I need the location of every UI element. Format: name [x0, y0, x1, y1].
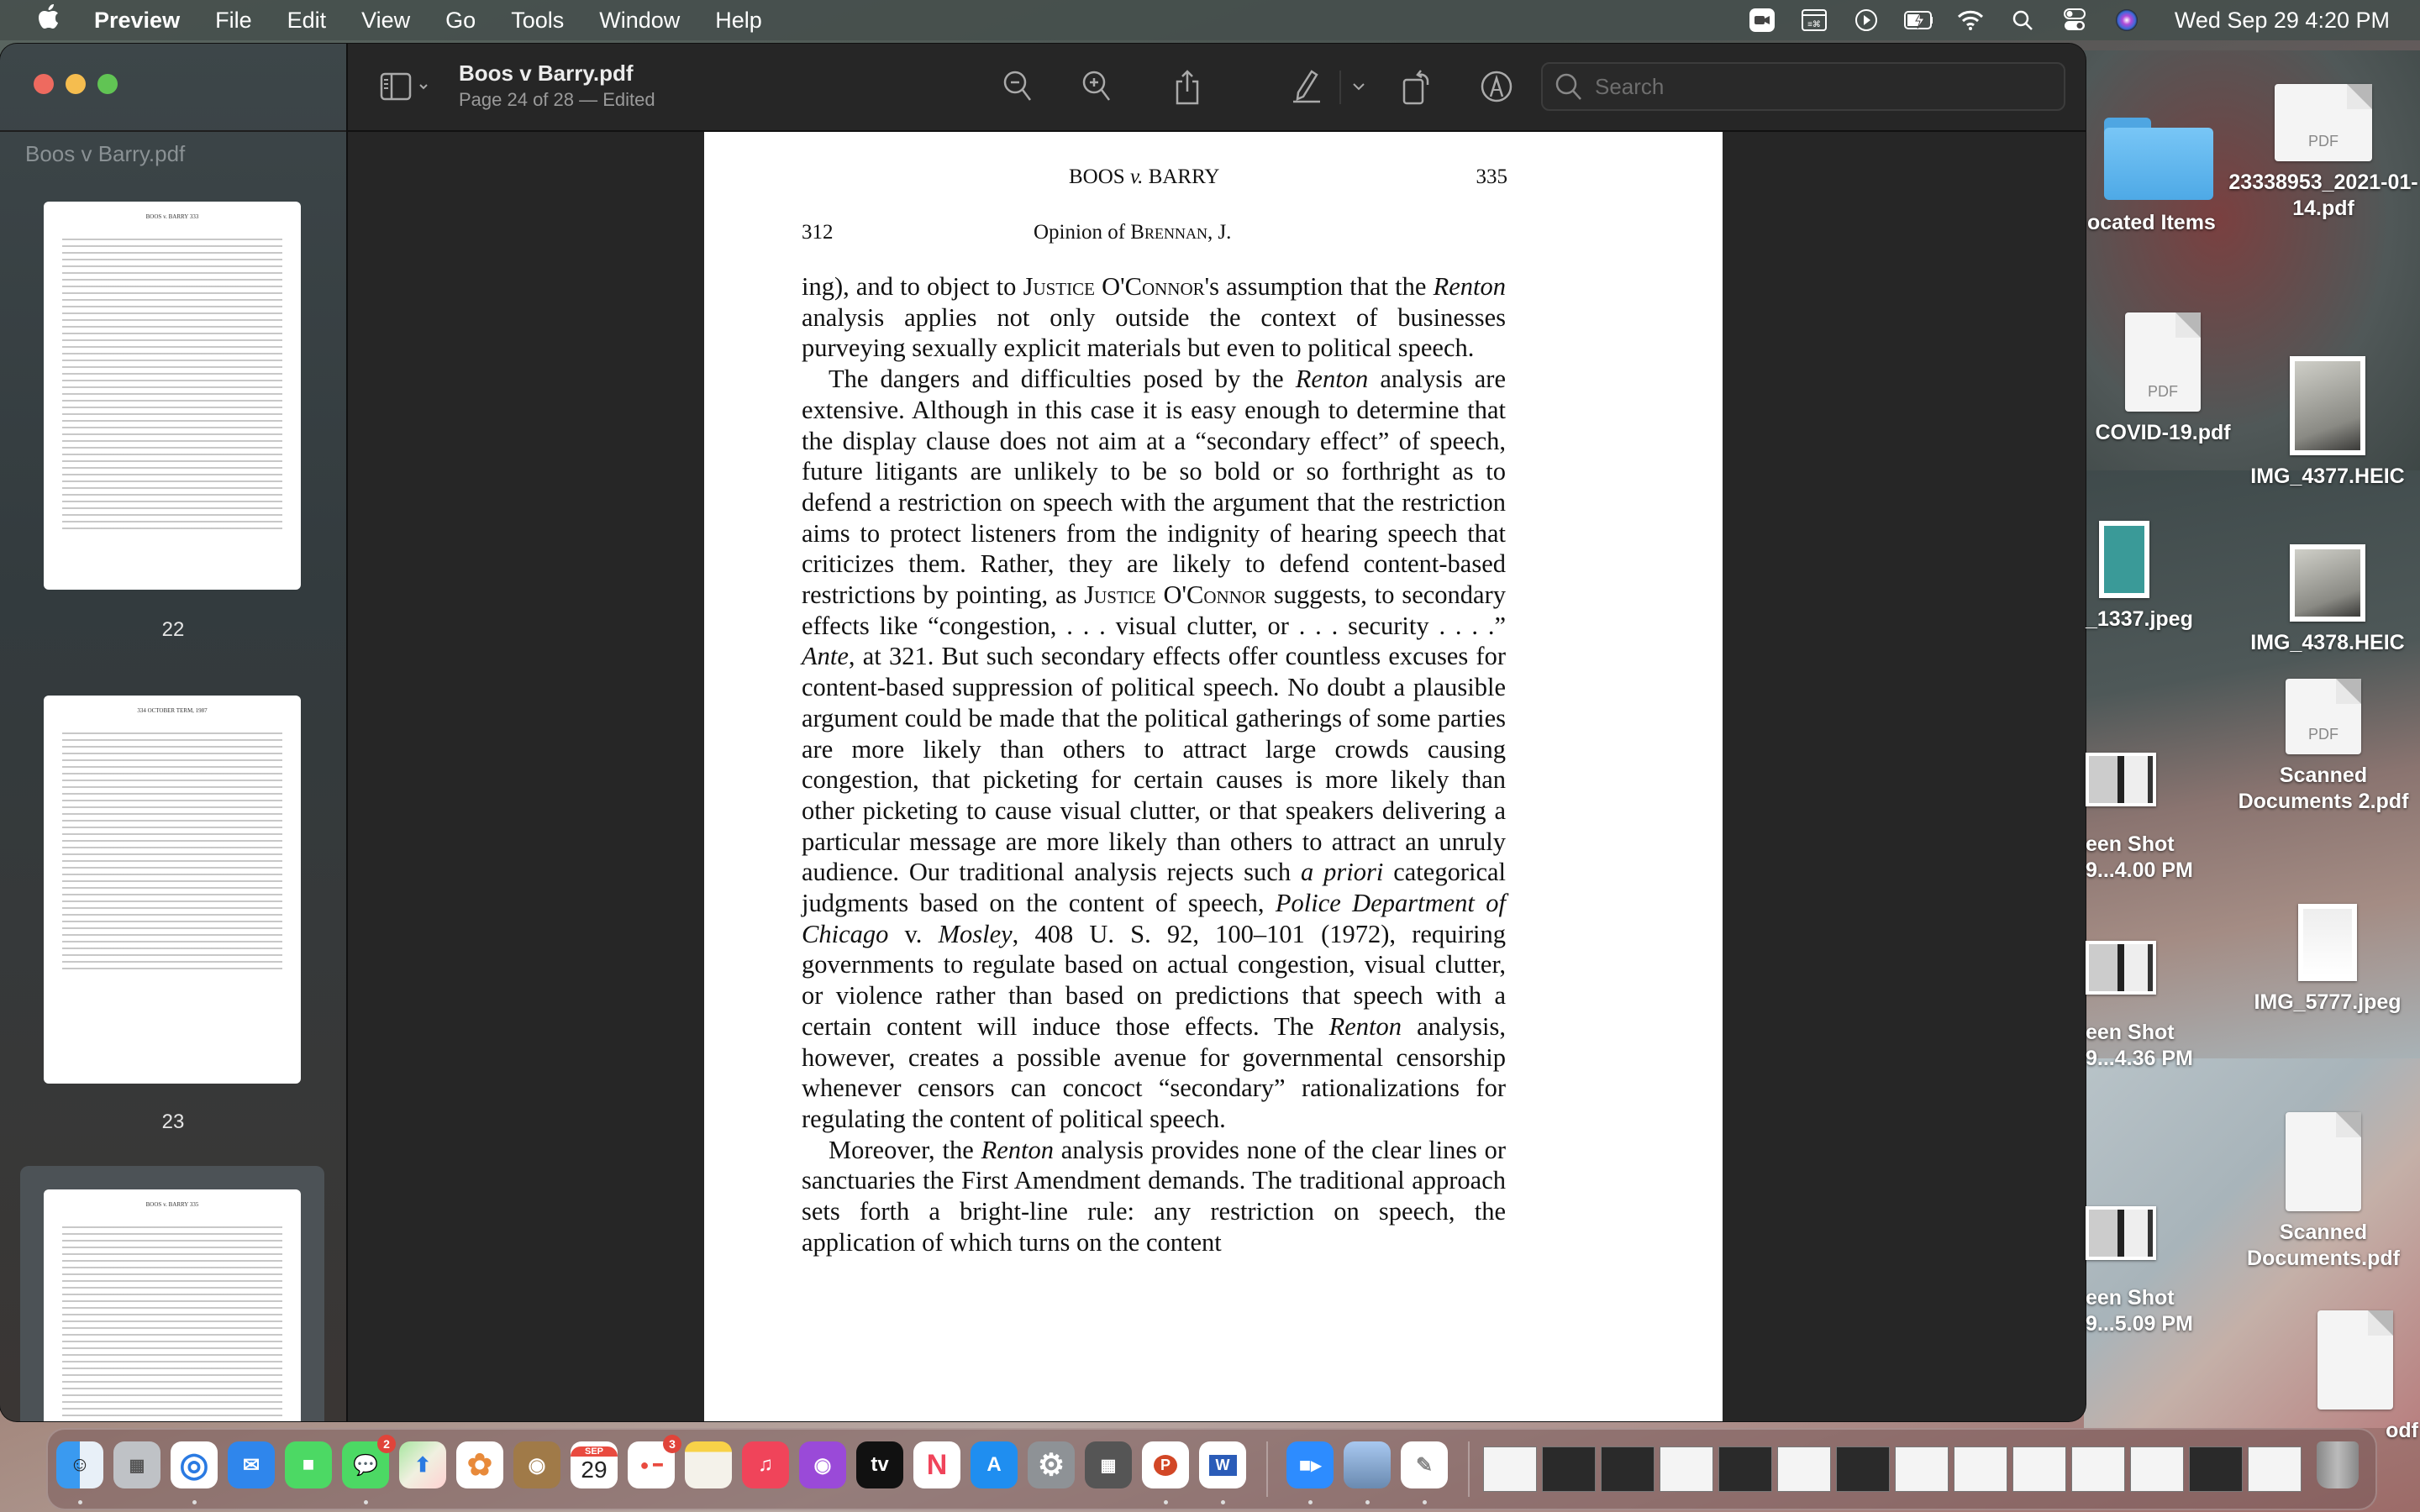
dock-launchpad[interactable] — [113, 1441, 160, 1488]
launchpad-icon: ▦ — [129, 1456, 145, 1475]
maps-icon: ⬆ — [413, 1453, 432, 1477]
dock-minimized-window[interactable] — [1483, 1446, 1537, 1492]
dock-minimized-window[interactable] — [2012, 1446, 2066, 1492]
share-button[interactable] — [1168, 67, 1207, 106]
menu-tools[interactable]: Tools — [511, 7, 565, 33]
page-number: 335 — [1476, 165, 1507, 188]
desktop-icon-img-4378[interactable] — [2235, 544, 2420, 656]
divider — [0, 130, 346, 132]
menu-edit[interactable]: Edit — [287, 7, 327, 33]
dock-minimized-window[interactable] — [2248, 1446, 2302, 1492]
safari-compass-icon: ◎ — [179, 1446, 209, 1483]
zoom-in-button[interactable] — [1077, 67, 1116, 106]
desktop-icon-img-1337[interactable] — [2086, 521, 2220, 633]
dock-minimized-window[interactable] — [1954, 1446, 2007, 1492]
desktop-icon-scanned-documents-2[interactable] — [2227, 679, 2420, 815]
dock-finder[interactable] — [56, 1441, 103, 1488]
desktop-icon-pdf-partial[interactable] — [2292, 1310, 2418, 1444]
sidebar-toggle-button[interactable] — [378, 67, 437, 106]
page-thumbnail-24[interactable] — [44, 1189, 301, 1421]
notification-badge: 2 — [377, 1435, 396, 1453]
paragraph-1: ing), and to object to Justice O'Connor's assumption that the Renton analysis applies not only outside the context of businesses purveying sexually explicit materials but even to political speech. — [802, 272, 1507, 363]
desktop-icon-screenshot-509[interactable] — [2086, 1206, 2220, 1337]
pdf-file-icon: PDF — [2125, 312, 2201, 412]
desktop-icon-label: ocated Items — [2087, 211, 2216, 234]
menu-go[interactable]: Go — [445, 7, 476, 33]
desktop-icon-screenshot-400[interactable] — [2086, 753, 2220, 884]
page-label-23: 23 — [161, 1110, 185, 1133]
page-label-22: 22 — [161, 618, 185, 641]
annotate-button[interactable] — [1477, 67, 1516, 106]
search-icon — [1555, 72, 1583, 101]
battery-charging-icon[interactable] — [1904, 8, 1933, 33]
markup-pen-icon — [1290, 68, 1323, 105]
menu-preview[interactable]: Preview — [94, 7, 181, 33]
page-thumbnail-22[interactable] — [44, 202, 301, 590]
sidebar-document-title: Boos v Barry.pdf — [25, 141, 186, 166]
toolbar — [348, 44, 2086, 132]
thumbnail-text — [62, 1226, 282, 1421]
desktop-icon-23338953-pdf[interactable] — [2227, 84, 2420, 222]
document-view[interactable] — [348, 132, 2086, 1421]
contacts-icon: ◉ — [528, 1453, 546, 1477]
opinion-label: Opinion of Brennan, J. — [1034, 221, 1232, 244]
dock-separator — [1266, 1441, 1268, 1497]
apple-tv-icon: tv — [871, 1453, 889, 1476]
paragraph-2: The dangers and difficulties posed by the Renton analysis are extensive. Although in this case it is easy enough to determine that the display clause does not aim at a “secondary effect” of speech, future litigants are unlikely to be so bold or so forthright as to defend a restriction on speech with the argument that the restriction aims to protect listeners from the indignity of hearing speech that criticizes them. Rather, they are likely to defend content-based restrictions by pointing, as Justice O'Connor suggests, to secondary effects like “congestion, . . . visual clutter, or . . . security . . . .” Ante, at 321. But such secondary effects offer countless excuses for content-based suppression of political speech. No doubt a plausible argument could be made that the political gatherings of some parties are more likely than others to attract large crowds causing congestion, that picketing for certain causes is more likely than other picketing to cause visual clutter, or that speakers delivering a particular message are more likely than others to attract an unruly audience. Our traditional analysis rejects such a priori categorical judgments based on the content of speech, Police Department of Chicago v. Mosley, 408 U. S. 92, 100–101 (1972), requiring governments to regulate based on actual congestion, visual clutter, or violence rather than based on predictions that speech with a certain content will induce those effects. The Renton analysis, however, creates a possible avenue for governmental censorship whenever censors can concoct “secondary” rationalizations for regulating the content of political speech. — [802, 365, 1506, 1133]
desktop-icon-label: Scanned Documents 2.pdf — [2238, 764, 2409, 813]
paragraph-3: Moreover, the Renton analysis provides none of the clear lines or sanctuaries the First Amendment demands. The traditional approach sets forth a bright-line rule: any restriction on speech, the application of which turns on the content — [802, 1135, 1506, 1257]
dock-system-preferences[interactable] — [1028, 1441, 1075, 1488]
zoom-out-icon — [1002, 70, 1033, 103]
page-body — [802, 271, 1506, 1258]
dock-facetime[interactable] — [285, 1441, 332, 1488]
zoom-meeting-icon[interactable] — [1748, 8, 1776, 33]
podcasts-icon: ◉ — [813, 1453, 832, 1477]
menu-bar — [0, 0, 2420, 40]
dock-safari[interactable] — [171, 1441, 218, 1488]
pdf-file-icon — [2317, 1310, 2393, 1410]
dock-minimized-window[interactable] — [2189, 1446, 2243, 1492]
app-store-icon: A — [986, 1453, 1002, 1476]
dock-calculator[interactable] — [1085, 1441, 1132, 1488]
siri-icon[interactable] — [2112, 8, 2141, 33]
reminders-list-icon: ● ━ — [639, 1456, 663, 1473]
calendar-day: 29 — [581, 1457, 608, 1483]
rotate-button[interactable] — [1398, 67, 1437, 106]
folder-icon — [2104, 118, 2213, 202]
search-input[interactable] — [1593, 71, 2050, 102]
powerpoint-icon: P — [1154, 1455, 1177, 1476]
pdf-file-icon — [2286, 1112, 2361, 1211]
page-thumbnail-23[interactable] — [44, 696, 301, 1084]
desktop-icon-label: IMG_5777.jpeg — [2254, 990, 2402, 1014]
news-icon: N — [926, 1448, 948, 1481]
mail-envelope-icon: ✉ — [242, 1453, 260, 1477]
desktop-icon-img-5777[interactable] — [2235, 904, 2420, 1016]
dock-minimized-window[interactable] — [1895, 1446, 1949, 1492]
dock-notes[interactable] — [685, 1441, 732, 1488]
dock-minimized-window[interactable] — [2071, 1446, 2125, 1492]
thumbnail-header: BOOS v. BARRY 335 — [145, 1201, 199, 1208]
dock — [46, 1428, 2377, 1510]
image-thumbnail-icon — [2290, 356, 2365, 455]
rotate-icon — [1401, 68, 1434, 105]
dock-reminders[interactable] — [628, 1437, 676, 1488]
dock-minimized-window[interactable] — [1718, 1446, 1772, 1492]
svg-text:≡⌘: ≡⌘ — [1807, 20, 1821, 29]
image-thumbnail-icon — [2290, 544, 2365, 622]
desktop-icon-img-4377[interactable] — [2235, 356, 2420, 490]
pdf-page — [704, 132, 1723, 1421]
dock-mail[interactable] — [228, 1441, 275, 1488]
desktop-icon-label: IMG_4378.HEIC — [2250, 631, 2405, 654]
desktop-icon-label: 23338953_2021-01-14.pdf — [2228, 171, 2418, 220]
case-reference: 312 — [802, 221, 834, 244]
pdf-file-icon: PDF — [2286, 679, 2361, 754]
toolbar-divider — [1339, 71, 1341, 104]
zoom-button[interactable] — [97, 74, 118, 94]
dock-minimized-window[interactable] — [1601, 1446, 1655, 1492]
word-icon: W — [1209, 1455, 1237, 1476]
thumbnail-sidebar — [0, 44, 348, 1421]
menu-file[interactable]: File — [215, 7, 252, 33]
chevron-down-icon — [1352, 81, 1365, 92]
gear-icon: ⚙ — [1037, 1447, 1065, 1482]
desktop-icon-label: _1337.jpeg — [2086, 607, 2193, 631]
dock-preview[interactable] — [1344, 1441, 1391, 1488]
menu-help[interactable]: Help — [715, 7, 762, 33]
dock-minimized-window[interactable] — [1660, 1446, 1713, 1492]
dock-messages[interactable] — [342, 1437, 390, 1488]
menu-view[interactable]: View — [361, 7, 411, 33]
screenshot-thumbnail-icon — [2086, 941, 2156, 995]
desktop-icon-label: een Shot 9...5.09 PM — [2086, 1286, 2193, 1336]
dock-tv[interactable] — [856, 1441, 903, 1488]
share-icon — [1174, 68, 1201, 105]
screenshot-thumbnail-icon — [2086, 753, 2156, 806]
calendar-month: SEP — [571, 1446, 618, 1457]
facetime-camera-icon: ■ — [302, 1453, 315, 1476]
desktop-icon-label: een Shot 9...4.36 PM — [2086, 1021, 2193, 1070]
desktop-icon-label: Scanned Documents.pdf — [2247, 1221, 2400, 1270]
photos-flower-icon: ✿ — [466, 1447, 493, 1482]
dock-podcasts[interactable] — [799, 1441, 846, 1488]
thumbnail-header: 334 OCTOBER TERM, 1987 — [137, 707, 208, 714]
dock-minimized-window[interactable] — [1542, 1446, 1596, 1492]
music-note-icon: ♫ — [758, 1453, 773, 1476]
dock-trash[interactable] — [2317, 1441, 2359, 1488]
textedit-icon: ✎ — [1415, 1453, 1434, 1477]
dock-zoom[interactable] — [1286, 1441, 1334, 1488]
running-head-title: BOOS v. BARRY — [1069, 165, 1220, 188]
annotate-icon — [1480, 70, 1513, 103]
dock-photos[interactable] — [456, 1441, 503, 1488]
window-controls — [34, 74, 118, 94]
thumbnail-text — [62, 732, 282, 974]
thumbnail-header: BOOS v. BARRY 333 — [145, 213, 199, 220]
dock-word[interactable] — [1199, 1441, 1246, 1488]
dock-minimized-window[interactable] — [1836, 1446, 1890, 1492]
dock-textedit[interactable] — [1401, 1441, 1448, 1488]
dock-music[interactable] — [742, 1441, 789, 1488]
pdf-file-icon: PDF — [2275, 84, 2372, 161]
dock-news[interactable] — [913, 1441, 960, 1488]
zoom-video-icon: ■▸ — [1298, 1453, 1322, 1477]
wifi-icon[interactable] — [1956, 8, 1985, 33]
document-title: Boos v Barry.pdf — [459, 60, 634, 86]
desktop-icon-label: odf — [2386, 1419, 2418, 1442]
play-icon[interactable] — [1852, 8, 1881, 33]
desktop-icon-scanned-documents[interactable] — [2227, 1112, 2420, 1272]
desktop-icon-relocated-items[interactable] — [2087, 118, 2230, 236]
dock-powerpoint[interactable] — [1142, 1441, 1189, 1488]
apple-menu-icon[interactable] — [32, 4, 66, 36]
dock-calendar[interactable] — [571, 1441, 618, 1488]
dock-minimized-window[interactable] — [2130, 1446, 2184, 1492]
preview-window — [0, 44, 2086, 1421]
desktop-icon-screenshot-436[interactable] — [2086, 941, 2220, 1072]
zoom-in-icon — [1081, 70, 1112, 103]
dock-separator — [1468, 1441, 1470, 1497]
spotlight-search-icon[interactable] — [2008, 8, 2037, 33]
keyboard-viewer-icon[interactable] — [1800, 8, 1828, 33]
calculator-icon: ▦ — [1100, 1456, 1117, 1475]
desktop-icon-covid-pdf[interactable] — [2087, 312, 2238, 446]
menu-window[interactable]: Window — [599, 7, 681, 33]
finder-icon: ☺ — [69, 1453, 91, 1476]
dock-minimized-window[interactable] — [1777, 1446, 1831, 1492]
menu-bar-clock[interactable]: Wed Sep 29 4:20 PM — [2174, 7, 2390, 33]
close-button[interactable] — [34, 74, 54, 94]
desktop-icon-label: COVID-19.pdf — [2095, 421, 2231, 444]
image-thumbnail-icon — [2099, 521, 2149, 598]
notification-badge: 3 — [663, 1435, 681, 1453]
messages-bubble-icon: 💬 — [353, 1453, 378, 1477]
desktop-icon-label: IMG_4377.HEIC — [2250, 465, 2405, 488]
screenshot-thumbnail-icon — [2086, 1206, 2156, 1260]
markup-button[interactable] — [1287, 67, 1326, 106]
search-field[interactable] — [1541, 62, 2065, 111]
document-subtitle: Page 24 of 28 — Edited — [459, 89, 655, 110]
sidebar-toggle-icon — [380, 72, 435, 101]
dock-maps[interactable] — [399, 1441, 446, 1488]
image-thumbnail-icon — [2298, 904, 2357, 981]
thumbnail-text — [62, 239, 282, 531]
desktop-icon-label: een Shot 9...4.00 PM — [2086, 832, 2193, 882]
markup-options-button[interactable] — [1346, 67, 1371, 106]
zoom-out-button[interactable] — [998, 67, 1037, 106]
dock-app-store[interactable] — [971, 1441, 1018, 1488]
dock-contacts[interactable] — [513, 1441, 560, 1488]
minimize-button[interactable] — [66, 74, 86, 94]
control-center-icon[interactable] — [2060, 8, 2089, 33]
